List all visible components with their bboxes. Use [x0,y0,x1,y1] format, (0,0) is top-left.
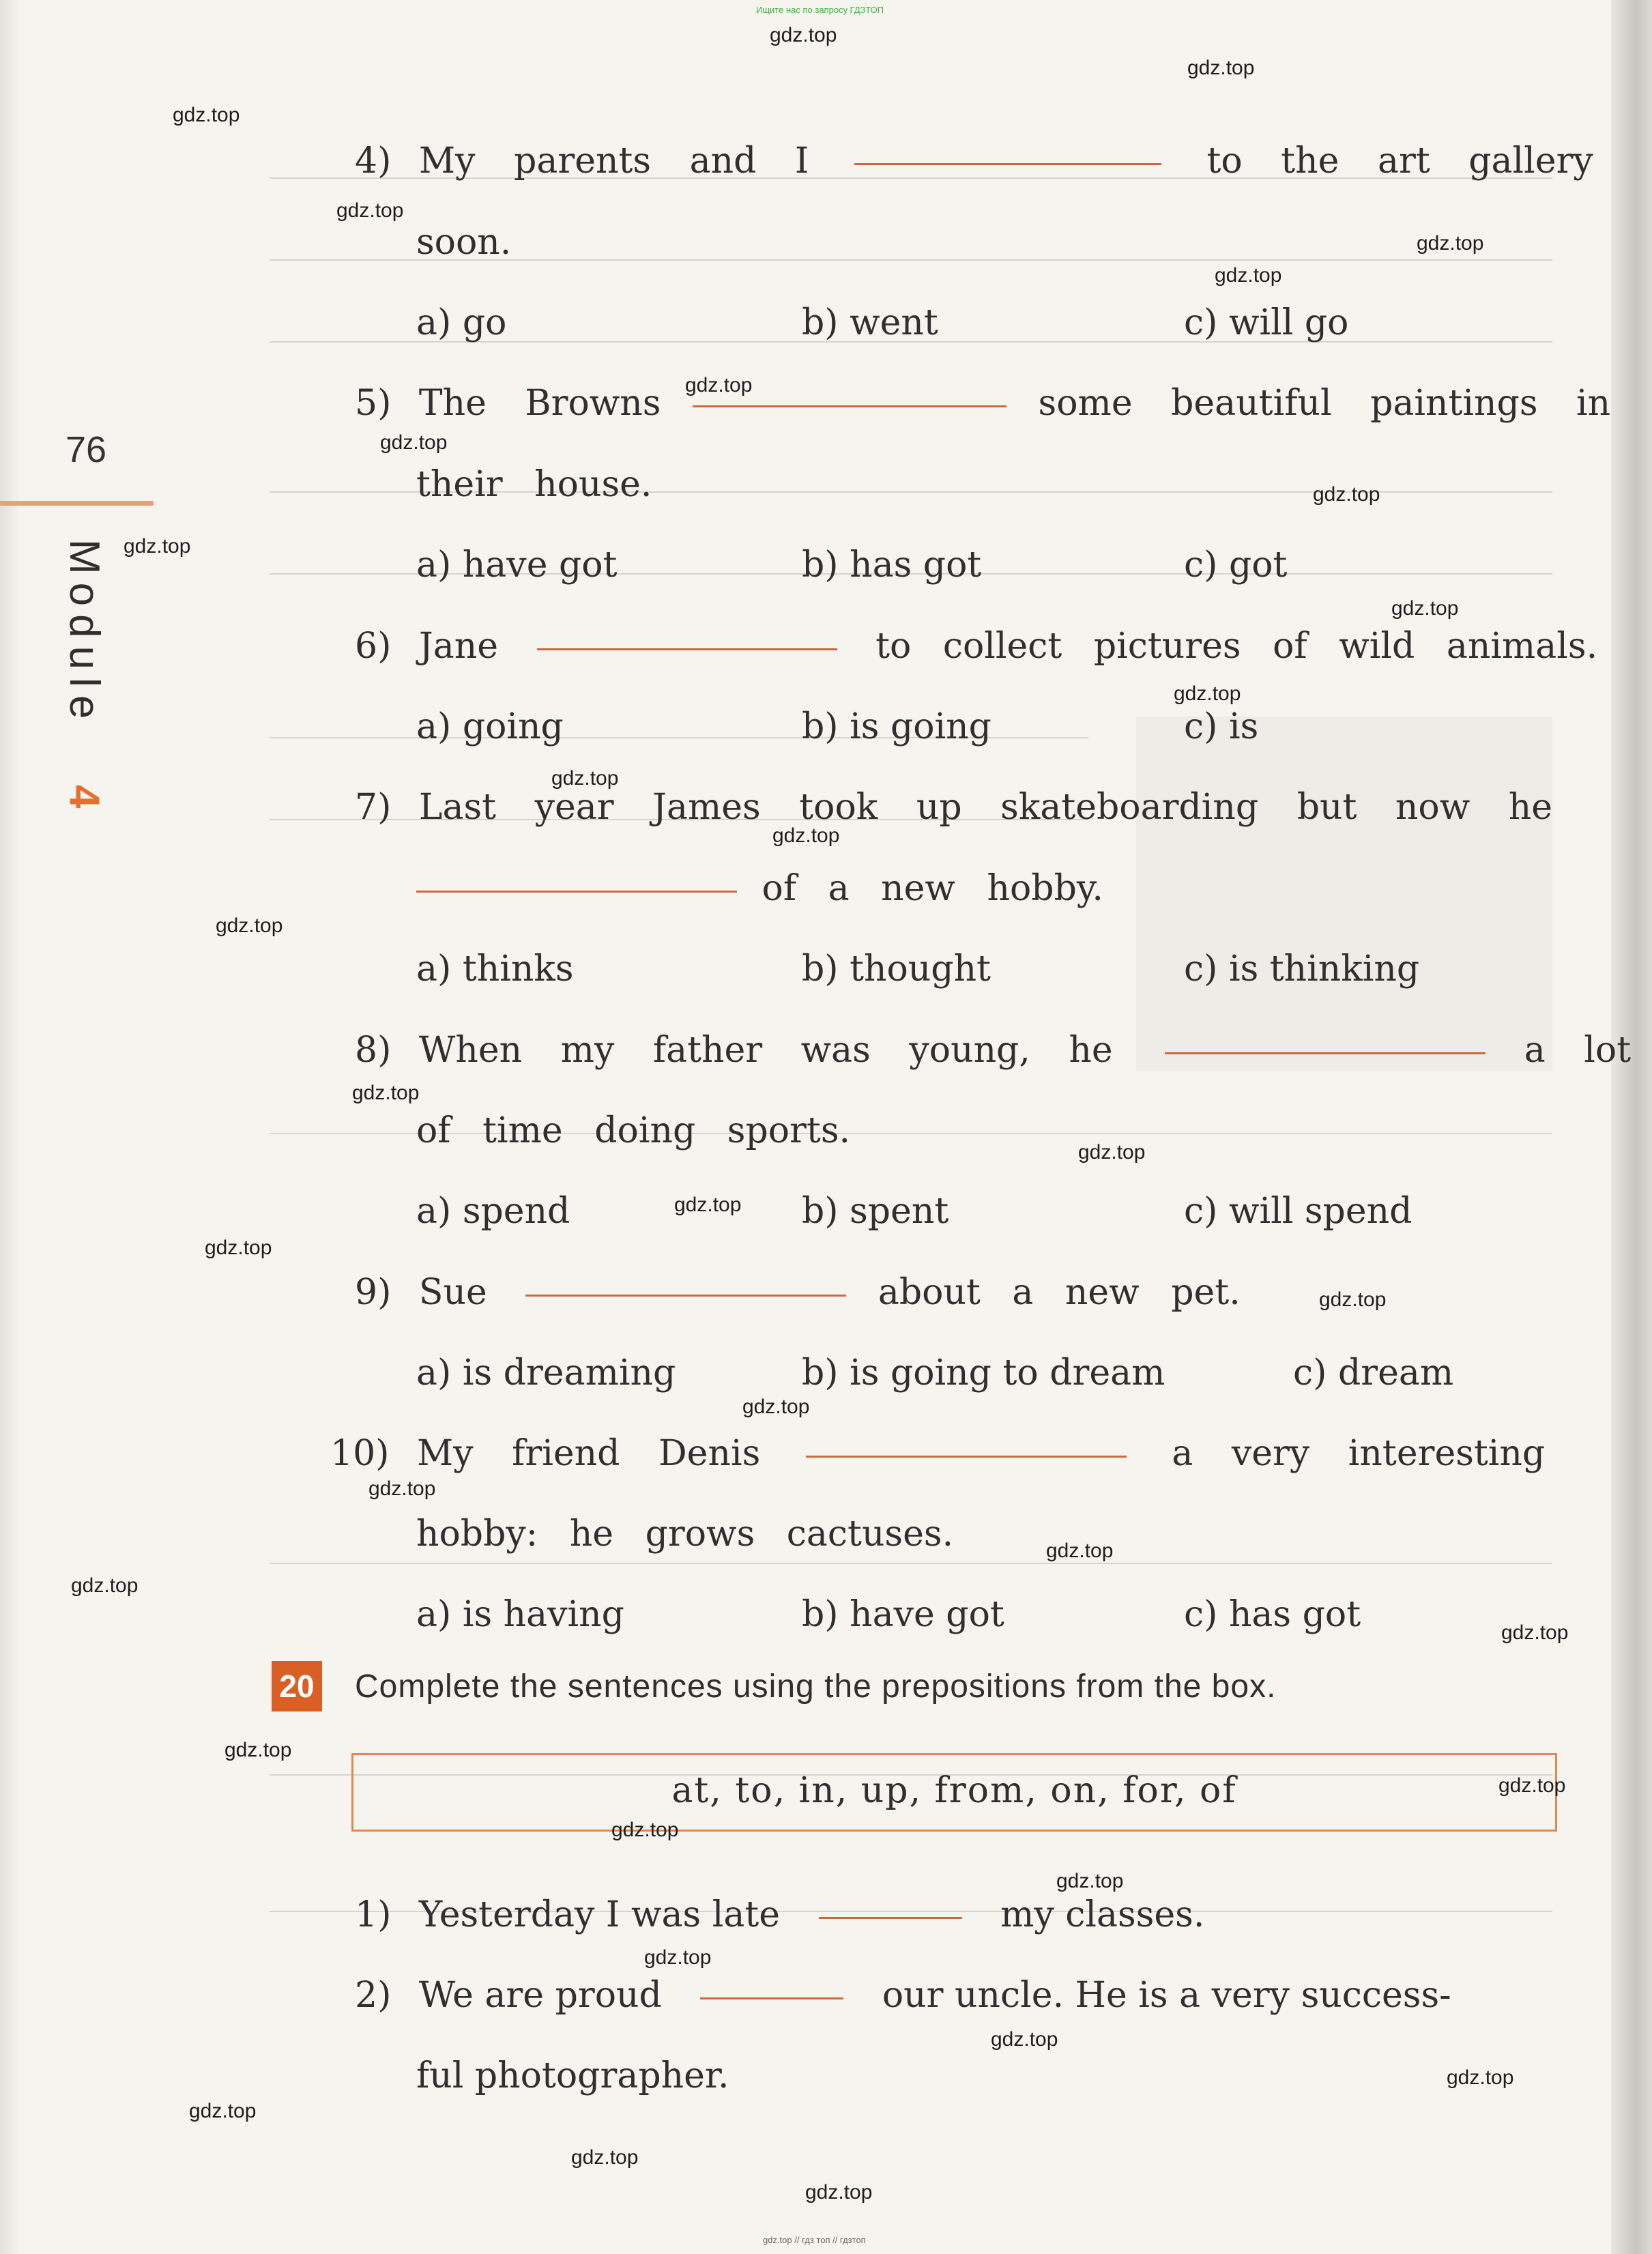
watermark: gdz.top [1046,1540,1114,1562]
word: hobby. [987,868,1103,909]
word: cactuses. [786,1514,954,1555]
item-text: We are proud [418,1975,662,2016]
question-5-line-2 [416,464,652,505]
word: Last [418,787,497,828]
watermark: gdz.top [991,2028,1058,2051]
exercise-item-2 [355,1975,1451,2016]
question-number: 6) [355,626,392,667]
watermark: gdz.top [1501,1621,1569,1644]
question-8-line-2 [416,1110,850,1151]
answer-blank[interactable] [525,1294,846,1297]
watermark: gdz.top [1498,1774,1566,1797]
word: lot [1584,1030,1632,1071]
watermark: gdz.top [205,1237,272,1259]
question-10-option-a[interactable]: a) is having [416,1594,624,1635]
question-5-option-c[interactable]: c) got [1184,545,1288,586]
question-4-line-2: soon. [416,222,512,263]
word: art [1377,141,1430,182]
word: some [1038,383,1133,424]
word: hobby: [416,1514,538,1555]
question-9-option-b[interactable]: b) is going to dream [802,1353,1165,1393]
word: of [1273,626,1307,667]
word: year [534,787,614,828]
word: paintings [1370,383,1538,424]
word: the [1281,141,1339,182]
answer-blank[interactable] [819,1916,962,1919]
watermark: gdz.top [1417,232,1484,255]
question-10-line-2 [416,1514,953,1555]
answer-blank[interactable] [854,162,1161,165]
prepositions-list: at, to, in, up, from, on, for, of [671,1770,1237,1811]
question-number: 10) [330,1433,390,1474]
question-4-option-c[interactable]: c) will go [1184,302,1349,343]
page-number: 76 [66,429,107,470]
word: parents [514,141,652,182]
word: he [1508,787,1553,828]
word: I [794,141,809,182]
question-8-line-1 [355,1030,1631,1071]
watermark: gdz.top [1319,1288,1387,1311]
exercise-item-2-continuation: ful photographer. [416,2055,729,2096]
watermark: gdz.top [189,2100,257,2122]
question-number: 9) [355,1272,392,1313]
watermark: gdz.top [551,767,619,790]
word: my [560,1030,615,1071]
word: house. [534,464,652,505]
item-number: 1) [355,1894,392,1935]
question-6-option-a[interactable]: a) going [416,706,564,747]
module-word: Module [61,539,108,727]
item-text: Yesterday I was late [418,1894,780,1935]
word: My [418,141,476,182]
word: wild [1339,626,1415,667]
word: now [1395,787,1470,828]
watermark: gdz.top [1174,682,1241,705]
header-note: Ищите нас по запросу ГДЗТОП [756,5,884,15]
question-4-option-a[interactable]: a) go [416,302,507,343]
word: interesting [1348,1433,1546,1474]
answer-blank[interactable] [1165,1052,1486,1054]
module-divider [0,501,154,506]
word: and [689,141,757,182]
watermark: gdz.top [1187,57,1255,79]
watermark: gdz.top [1078,1141,1146,1164]
answer-blank[interactable] [416,890,737,893]
watermark: gdz.top [674,1194,742,1216]
watermark: gdz.top [571,2146,639,2169]
word: new [1064,1272,1140,1313]
question-10-line-1 [330,1433,1545,1474]
watermark: gdz.top [216,914,283,937]
word: sports. [727,1110,851,1151]
question-6-option-c[interactable]: c) is [1184,706,1259,747]
question-number: 8) [355,1030,392,1071]
question-7-option-c[interactable]: c) is thinking [1184,949,1420,989]
module-label [60,539,108,826]
word: a [828,868,850,909]
word: gallery [1468,141,1593,182]
watermark: gdz.top [772,824,840,847]
question-6-option-b[interactable]: b) is going [802,706,991,747]
watermark: gdz.top [805,2181,873,2204]
show-through-line [270,1563,1552,1564]
word: of [762,868,797,909]
question-5-line-1 [355,383,1610,424]
module-number: 4 [61,785,108,809]
word: took [799,787,878,828]
word: but [1296,787,1357,828]
watermark: gdz.top [173,104,240,126]
watermark: gdz.top [1056,1870,1124,1892]
word: was [800,1030,871,1071]
watermark: gdz.top [71,1574,139,1597]
question-8-option-c[interactable]: c) will spend [1184,1191,1412,1232]
show-through-image [1136,717,1552,1071]
watermark: gdz.top [1447,2066,1514,2089]
question-9-option-c[interactable]: c) dream [1293,1353,1454,1393]
question-8-option-b[interactable]: b) spent [802,1191,949,1232]
footer-note: gdz.top // гдз топ // гдзтоп [763,2235,866,2245]
word: their [416,464,503,505]
word: My [417,1433,474,1474]
question-4-option-b[interactable]: b) went [802,302,938,343]
question-number: 7) [355,787,392,828]
watermark: gdz.top [224,1739,292,1761]
word: The [418,383,487,424]
question-5-option-b[interactable]: b) has got [802,545,982,586]
word: he [1069,1030,1113,1071]
exercise-item-1 [355,1894,1204,1935]
question-5-option-a[interactable]: a) have got [416,545,618,586]
word: doing [594,1110,696,1151]
word: James [652,787,761,828]
answer-blank[interactable] [537,648,837,650]
watermark: gdz.top [1391,597,1459,620]
question-10-option-b[interactable]: b) have got [802,1594,1004,1635]
word: to [875,626,912,667]
watermark: gdz.top [336,199,404,222]
question-9-line-1 [355,1272,1241,1313]
word: Jane [418,626,499,667]
watermark: gdz.top [1215,264,1282,287]
word: to [1206,141,1243,182]
watermark: gdz.top [124,535,191,558]
word: pet. [1171,1272,1241,1313]
question-number: 5) [355,383,392,424]
word: very [1231,1433,1310,1474]
question-7-option-a[interactable]: a) thinks [416,949,574,989]
watermark: gdz.top [611,1819,679,1841]
item-text: our uncle. He is a very success- [882,1975,1451,2016]
watermark: gdz.top [685,374,753,396]
question-6-line-1 [355,626,1597,667]
question-8-option-a[interactable]: a) spend [416,1191,570,1232]
watermark: gdz.top [770,24,837,46]
word: collect [942,626,1062,667]
question-number: 4) [355,141,392,182]
word: of [416,1110,451,1151]
word: Denis [658,1433,761,1474]
word: father [652,1030,763,1071]
prepositions-box [351,1753,1557,1832]
answer-blank[interactable] [693,405,1006,407]
word: skateboarding [1000,787,1259,828]
question-7-line-2 [416,868,1103,909]
word: grows [645,1514,755,1555]
item-number: 2) [355,1975,392,2016]
word: beautiful [1171,383,1332,424]
watermark: gdz.top [1313,483,1380,506]
watermark: gdz.top [644,1946,712,1969]
word: time [482,1110,563,1151]
word: a [1524,1030,1546,1071]
page-edge-shadow-left [0,0,20,2254]
watermark: gdz.top [380,431,448,454]
item-text: my classes. [1000,1894,1205,1935]
question-4-line-1 [355,141,1593,182]
answer-blank[interactable] [700,1997,843,1999]
exercise-number-badge: 20 [272,1661,322,1711]
watermark: gdz.top [352,1082,420,1104]
question-10-option-c[interactable]: c) has got [1184,1594,1361,1635]
word: up [916,787,962,828]
word: animals. [1446,626,1598,667]
word: in [1576,383,1611,424]
question-9-option-a[interactable]: a) is dreaming [416,1353,676,1393]
word: friend [512,1433,620,1474]
word: about [878,1272,981,1313]
word: pictures [1093,626,1241,667]
word: a [1012,1272,1034,1313]
word: a [1172,1433,1193,1474]
word: young, [909,1030,1030,1071]
page-edge-shadow-right [1611,0,1652,2254]
word: he [569,1514,614,1555]
question-7-option-b[interactable]: b) thought [802,949,991,989]
watermark: gdz.top [368,1477,436,1500]
word: When [418,1030,523,1071]
word: Browns [525,383,661,424]
word: new [881,868,955,909]
word: Sue [418,1272,487,1313]
exercise-instruction: Complete the sentences using the prepositions from the box. [355,1668,1277,1705]
answer-blank[interactable] [806,1455,1127,1458]
watermark: gdz.top [742,1396,810,1418]
question-7-line-1 [355,787,1552,828]
